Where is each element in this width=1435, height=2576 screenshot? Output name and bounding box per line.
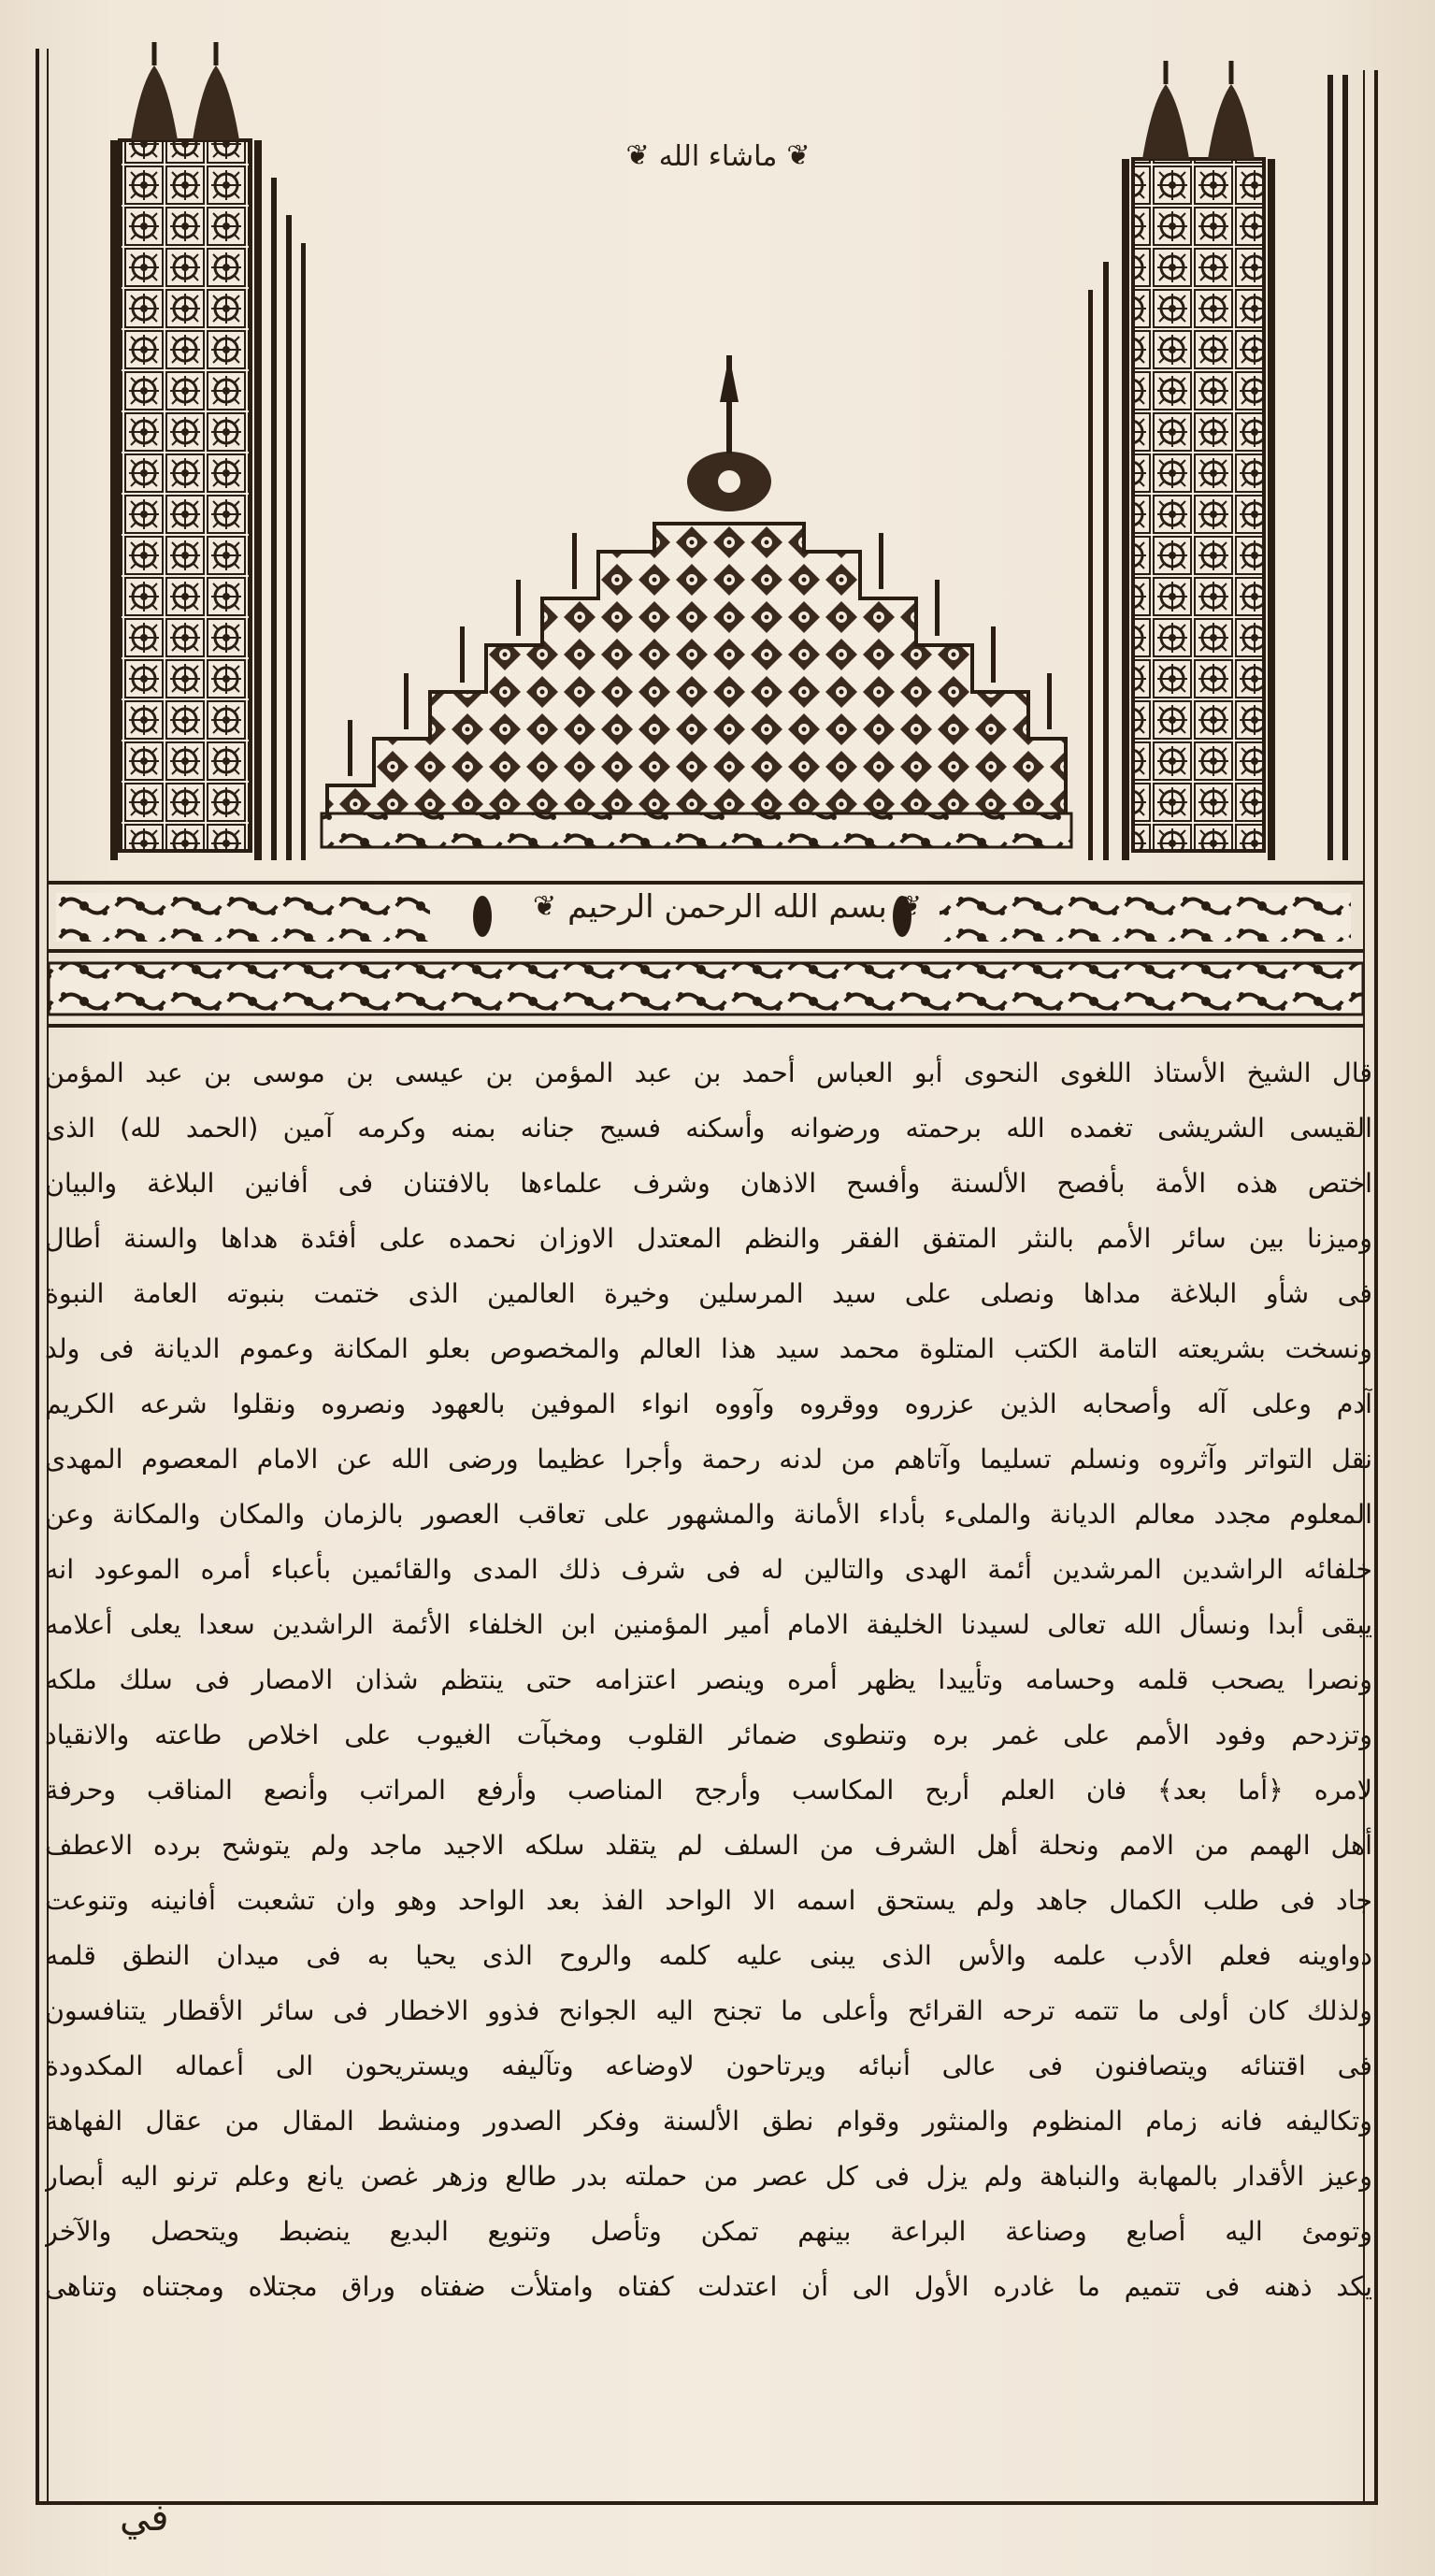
text-line: القيسى الشريشى تغمده الله برحمته ورضوانه وأسكنه فسيح جنانه بمنه وكرمه آمين (الحمد لله) الذى: [45, 1113, 1372, 1144]
leaf-ornament-icon: ❦: [625, 139, 650, 172]
text-line: قال الشيخ الأستاذ اللغوى النحوى أبو العباس أحمد بن عبد المؤمن بن عيسى بن موسى بن عبد المؤمن: [45, 1058, 1372, 1088]
frame-bottom-border: [36, 2501, 1378, 2505]
leaf-ornament-icon: ❦: [786, 139, 811, 172]
left-tower-icon: [110, 42, 306, 860]
text-line: لامره ﴿أما بعد﴾ فان العلم أربح المكاسب وأرجح المناصب وأرفع المراتب وأنصع المناقب وحرفة: [45, 1775, 1372, 1806]
text-line: يكد ذهنه فى تتميم ما غادره الأول الى أن اعتدلت كفتاه وامتلأت ضفتاه وراق مجتلاه ومجتناه وتناهى: [45, 2271, 1372, 2302]
leaf-ornament-icon: ❦: [532, 890, 557, 923]
leaf-ornament-icon: ❦: [897, 890, 922, 923]
basmala-text: بسم الله الرحمن الرحيم: [567, 888, 887, 926]
text-line: أهل الهمم من الامم ونحلة أهل الشرف من السلف لم يتقلد سلكه الاجيد ماجد ولم يتوشح برده الاعطف: [45, 1830, 1372, 1861]
text-line: وعيز الأقدار بالمهابة والنباهة ولم يزل فى كل عصر من حملته بدر طالع وزهر غصن يانع وعلم ترنو اليه أبصار: [45, 2161, 1372, 2192]
text-line: وتكاليفه فانه زمام المنظوم والمنثور وقوام نطق الألسنة وفكر الصدور ومنشط المقال من عقال الفهاهة: [45, 2106, 1372, 2137]
text-line: فى اقتنائه ويتصافنون فى عالى أنبائه ويرتاحون لاوضاعه وتآليفه ويستريحون الى أعماله المكدودة: [45, 2051, 1372, 2081]
central-dome-icon: [322, 355, 1071, 847]
mashallah-cartouche: [606, 123, 830, 189]
text-line: دواوينه فعلم الأدب علمه والأس الذى يبنى عليه كلمه والروح الذى يحيا به فى ميدان النطق قلمه: [45, 1940, 1372, 1971]
body-text: [45, 1045, 1372, 2481]
text-line: المعلوم مجدد معالم الديانة والملىء بأداء الأمانة والمشهور على تعاقب العصور بالزمان والمكان والمكانة وعن: [45, 1499, 1372, 1530]
text-line: ونسخت بشريعته التامة الكتب المتلوة محمد سيد هذا العالم والمخصوص بعلو المكانة وعموم الديانة فى ولد: [45, 1333, 1372, 1364]
text-line: اختص هذه الأمة بأفصح الألسنة وأفسح الاذهان وشرف علماءها بالافتنان فى أفانين البلاغة والبيان: [45, 1168, 1372, 1199]
page-number: في: [120, 2497, 169, 2540]
text-line: وميزنا بين سائر الأمم بالنثر المتفق الفقر والنظم المعتدل الاوزان نحمده على أفئدة هداها والسنة أطال: [45, 1223, 1372, 1254]
text-line: آدم وعلى آله وأصحابه الذين عزروه ووقروه وآووه انواء الموفين بالعهود ونصروه ونقلوا شرعه الكريم: [45, 1389, 1372, 1419]
right-tower-icon: [1088, 61, 1348, 860]
text-line: ولذلك كان أولى ما تتمه ترحه القرائح وأعلى ما تجنح اليه الجوانح فذوو الاخطار فى سائر الأقطار يتنافسون: [45, 1995, 1372, 2026]
text-line: فى شأو البلاغة مداها ونصلى على سيد المرسلين وخيرة العالمين الذى ختمت بنبوته العامة النبوة: [45, 1278, 1372, 1309]
text-line: نقل التواتر وآثروه ونسلم تسليما وآتاهم من لدنه رحمة وأجرا عظيما ورضى الله عن الامام المعصوم المهدى: [45, 1444, 1372, 1475]
mashallah-text: ماشاء الله: [658, 139, 778, 173]
text-line: وتومئ اليه أصابع وصناعة البراعة بينهم تمكن وتأصل وتنويع البديع ينضبط ويتحصل والآخر: [45, 2216, 1372, 2247]
text-line: جاد فى طلب الكمال جاهد ولم يستحق اسمه الا الواحد الفذ بعد الواحد وهو وان تشعبت أفانينه وتنوعت: [45, 1885, 1372, 1916]
basmala-cartouche: [512, 870, 942, 944]
text-line: وتزدحم وفود الأمم على غمر بره وتنطوى ضمائر القلوب ومخبآت الغيوب على اخلاص طاعته والانقياد: [45, 1720, 1372, 1750]
text-line: ونصرا يصحب قلمه وحسامه وتأييدا يظهر أمره وينصر اعتزامه حتى ينتظم شذان الامصار فى سلك ملكه: [45, 1664, 1372, 1695]
text-line: خلفائه الراشدين المرشدين أئمة الهدى والتالين له فى شرف ذلك المدى والقائمين بأعباء أمره الموعود انه: [45, 1554, 1372, 1585]
text-line: يبقى أبدا ونسأل الله تعالى لسيدنا الخليفة الامام أمير المؤمنين ابن الخلفاء الأئمة الراشدين سعدا يعلى أعلامه: [45, 1609, 1372, 1640]
